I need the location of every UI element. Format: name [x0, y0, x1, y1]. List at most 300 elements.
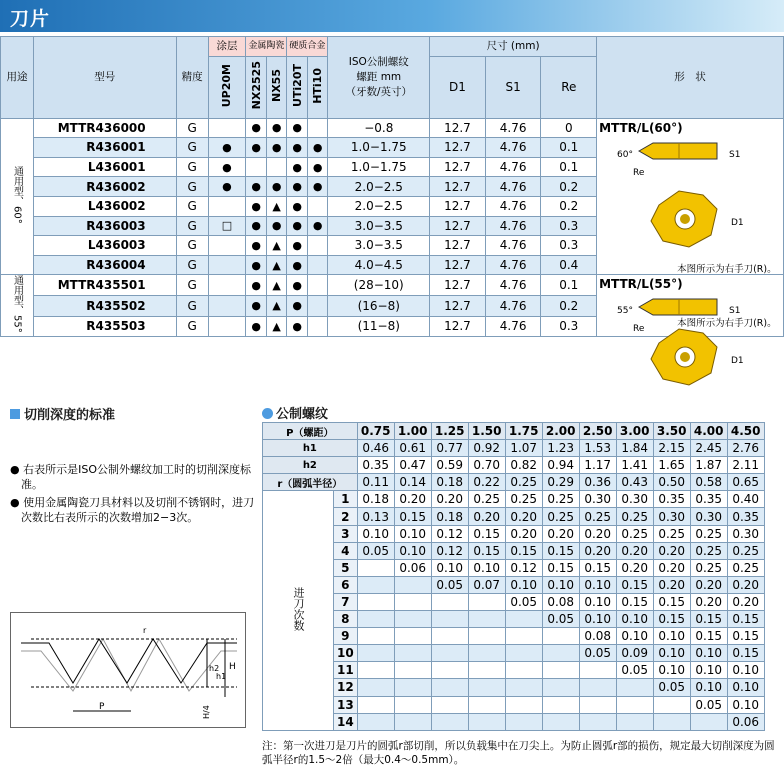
pitch-cell: 3.0−3.5: [328, 236, 430, 256]
pass-depth-value: [357, 576, 394, 593]
h1-value: 0.61: [394, 440, 431, 457]
pass-depth-value: [357, 679, 394, 696]
pitch-label: 螺距 mm: [356, 70, 402, 83]
grade-mark-cell: ●: [266, 118, 287, 138]
pass-depth-value: 0.05: [616, 662, 653, 679]
pass-depth-value: 0.10: [690, 645, 727, 662]
pass-depth-value: [616, 713, 653, 730]
h2-value: 0.82: [505, 457, 542, 474]
pitch-cell: 1.0−1.75: [328, 138, 430, 158]
footnote: 注：第一次进刀是刀片的圆弧r部切削，所以负载集中在刀尖上。为防止圆弧r部的损伤，规定最大切削深度为圆弧半径r的1.5～2倍（最大0.4～0.5mm）。: [262, 740, 775, 766]
re-cell: 0.1: [541, 138, 597, 158]
s1-cell: 4.76: [485, 255, 541, 275]
grade-mark-cell: ●: [287, 177, 308, 197]
grade-mark-cell: [307, 118, 328, 138]
page-title: 刀片: [10, 8, 51, 30]
grade-mark-cell: [208, 196, 246, 216]
h2-row: [263, 457, 765, 474]
pass-depth-value: [431, 611, 468, 628]
pass-depth-value: 0.20: [505, 525, 542, 542]
pass-depth-value: [357, 611, 394, 628]
pass-depth-value: 0.12: [505, 559, 542, 576]
pass-row: [263, 508, 765, 525]
pass-number: 8: [334, 611, 358, 628]
angle-label: 60°: [617, 149, 634, 160]
diagram-h2-label: h2: [209, 664, 220, 673]
pass-depth-value: 0.20: [542, 525, 579, 542]
pass-row: [263, 593, 765, 610]
grade-mark-cell: ●: [266, 138, 287, 158]
grade-mark-cell: [208, 316, 246, 337]
model-cell: L436002: [33, 196, 176, 216]
grade-mark-cell: ●: [287, 138, 308, 158]
pass-depth-value: [431, 713, 468, 730]
s1-cell: 4.76: [485, 236, 541, 256]
pass-depth-value: 0.30: [579, 491, 616, 508]
insert-spec-table: [0, 36, 784, 367]
grade-mark-cell: [208, 118, 246, 138]
pass-depth-value: 0.20: [653, 576, 690, 593]
r-value: 0.36: [579, 474, 616, 491]
pass-row: [263, 542, 765, 559]
pass-depth-value: 0.08: [542, 593, 579, 610]
r-row-label: r（圆弧半径）: [263, 474, 358, 491]
d1-label: D1: [731, 217, 744, 228]
grade-mark-cell: ▲: [266, 275, 287, 296]
h2-value: 0.47: [394, 457, 431, 474]
pass-depth-value: 0.18: [431, 508, 468, 525]
grade-mark-cell: ●: [246, 316, 267, 337]
d1-cell: 12.7: [430, 157, 486, 177]
precision-header: 精度: [176, 37, 208, 119]
diagram-h4-label: H/4: [202, 705, 211, 719]
pass-depth-value: [653, 713, 690, 730]
pass-depth-value: [394, 679, 431, 696]
precision-cell: G: [176, 177, 208, 197]
grade-mark-cell: ●: [287, 236, 308, 256]
pass-depth-value: 0.15: [690, 611, 727, 628]
r-value: 0.18: [431, 474, 468, 491]
pass-row: [263, 679, 765, 696]
pass-depth-value: 0.05: [542, 611, 579, 628]
model-cell: L436001: [33, 157, 176, 177]
h2-row-label: h2: [263, 457, 358, 474]
grade-mark-cell: [246, 157, 267, 177]
pass-depth-value: [357, 559, 394, 576]
pass-depth-value: 0.20: [653, 542, 690, 559]
thread-profile-diagram: [10, 612, 246, 728]
grade-mark-cell: [307, 316, 328, 337]
pass-depth-value: 0.15: [653, 611, 690, 628]
pass-depth-value: 0.35: [690, 491, 727, 508]
pass-depth-value: [431, 662, 468, 679]
d1-cell: 12.7: [430, 316, 486, 337]
pass-depth-value: 0.15: [653, 593, 690, 610]
pass-number: 4: [334, 542, 358, 559]
pitch-value: 1.75: [505, 423, 542, 440]
pass-depth-value: 0.10: [542, 576, 579, 593]
r-value: 0.50: [653, 474, 690, 491]
grade-mark-cell: [208, 275, 246, 296]
pass-row: [263, 611, 765, 628]
grade-mark-cell: ●: [307, 216, 328, 236]
metric-heading: 公制螺纹: [262, 403, 328, 422]
pass-depth-value: 0.20: [616, 542, 653, 559]
pass-depth-value: 0.35: [653, 491, 690, 508]
pass-depth-value: [505, 713, 542, 730]
pass-depth-value: 0.20: [727, 576, 764, 593]
grade-nx55: NX55: [266, 56, 287, 118]
pitch-cell: (28−10): [328, 275, 430, 296]
pass-depth-value: [542, 628, 579, 645]
pass-row: [263, 713, 765, 730]
h1-value: 2.76: [727, 440, 764, 457]
pass-depth-value: [505, 645, 542, 662]
pass-depth-value: 0.15: [616, 576, 653, 593]
pass-number: 1: [334, 491, 358, 508]
r-value: 0.29: [542, 474, 579, 491]
grade-mark-cell: ●: [208, 138, 246, 158]
pitch-value: 1.00: [394, 423, 431, 440]
model-cell: R436004: [33, 255, 176, 275]
pass-depth-value: 0.08: [579, 628, 616, 645]
h1-row: [263, 440, 765, 457]
grade-mark-cell: [307, 255, 328, 275]
pass-depth-value: 0.20: [690, 576, 727, 593]
grade-mark-cell: ●: [307, 157, 328, 177]
precision-cell: G: [176, 138, 208, 158]
pass-depth-value: 0.15: [727, 628, 764, 645]
pass-depth-value: [542, 679, 579, 696]
pass-depth-value: 0.05: [690, 696, 727, 713]
d1-cell: 12.7: [430, 138, 486, 158]
pass-depth-value: 0.10: [579, 611, 616, 628]
pass-depth-value: 0.10: [468, 559, 505, 576]
pass-depth-value: 0.15: [579, 559, 616, 576]
pass-depth-value: 0.15: [394, 508, 431, 525]
r-value: 0.22: [468, 474, 505, 491]
grade-mark-cell: ●: [266, 177, 287, 197]
d1-cell: 12.7: [430, 255, 486, 275]
grade-mark-cell: ●: [287, 196, 308, 216]
grade-nx2525: NX2525: [246, 56, 267, 118]
s1-cell: 4.76: [485, 118, 541, 138]
grade-mark-cell: [307, 275, 328, 296]
d1-cell: 12.7: [430, 236, 486, 256]
grade-mark-cell: ●: [246, 275, 267, 296]
pitch-value: 3.00: [616, 423, 653, 440]
pitch-row-label: P（螺距）: [263, 423, 358, 440]
iso-thread-header: [328, 37, 430, 119]
grade-mark-cell: ●: [246, 295, 267, 316]
pass-number: 5: [334, 559, 358, 576]
h1-value: 0.46: [357, 440, 394, 457]
title-bar: [0, 0, 784, 32]
pass-depth-value: [468, 696, 505, 713]
d1-header: D1: [430, 56, 486, 118]
pass-depth-value: 0.25: [690, 525, 727, 542]
pass-row: [263, 628, 765, 645]
pass-depth-value: 0.10: [579, 593, 616, 610]
grade-mark-cell: ●: [307, 138, 328, 158]
pass-number: 13: [334, 696, 358, 713]
grade-mark-cell: ▲: [266, 236, 287, 256]
r-value: 0.65: [727, 474, 764, 491]
pass-depth-value: 0.09: [616, 645, 653, 662]
d1-cell: 12.7: [430, 295, 486, 316]
pass-depth-value: 0.35: [727, 508, 764, 525]
pass-depth-value: 0.05: [579, 645, 616, 662]
pass-number: 12: [334, 679, 358, 696]
h2-value: 1.41: [616, 457, 653, 474]
cermet-group-header: 金属陶瓷: [246, 37, 287, 57]
dims-header: 尺寸 (mm): [430, 37, 597, 57]
re-cell: 0.1: [541, 275, 597, 296]
pass-depth-value: 0.15: [468, 542, 505, 559]
grade-mark-cell: ●: [287, 216, 308, 236]
diagram-p-label: P: [99, 702, 105, 712]
re-label: Re: [633, 324, 645, 335]
pass-depth-value: 0.10: [653, 645, 690, 662]
pass-depth-value: 0.20: [468, 508, 505, 525]
grade-mark-cell: □: [208, 216, 246, 236]
pass-depth-value: 0.25: [616, 508, 653, 525]
diagram-h-label: H: [229, 662, 236, 672]
h2-value: 1.87: [690, 457, 727, 474]
pass-depth-value: [394, 713, 431, 730]
pitch-cell: 2.0−2.5: [328, 177, 430, 197]
pass-depth-value: 0.10: [727, 696, 764, 713]
pitch-cell: 2.0−2.5: [328, 196, 430, 216]
shape-title: MTTR/L(60°): [599, 120, 683, 135]
pass-depth-value: [468, 611, 505, 628]
s1-cell: 4.76: [485, 275, 541, 296]
pass-depth-value: [468, 628, 505, 645]
h2-value: 0.70: [468, 457, 505, 474]
shape-cell: [597, 118, 784, 275]
h1-value: 0.77: [431, 440, 468, 457]
grade-mark-cell: ●: [287, 295, 308, 316]
pass-depth-value: [468, 679, 505, 696]
d1-cell: 12.7: [430, 118, 486, 138]
grade-mark-cell: ▲: [266, 196, 287, 216]
pass-depth-value: [357, 696, 394, 713]
precision-cell: G: [176, 157, 208, 177]
shape-title: MTTR/L(55°): [599, 277, 683, 292]
pass-depth-value: [468, 593, 505, 610]
model-cell: MTTR435501: [33, 275, 176, 296]
precision-cell: G: [176, 316, 208, 337]
model-cell: MTTR436000: [33, 118, 176, 138]
pass-depth-value: 0.20: [616, 559, 653, 576]
pass-depth-value: [579, 713, 616, 730]
spec-row: [1, 118, 784, 138]
re-header: Re: [541, 56, 597, 118]
pass-depth-value: 0.20: [579, 542, 616, 559]
pass-depth-value: 0.15: [542, 559, 579, 576]
pass-depth-value: 0.40: [727, 491, 764, 508]
h1-value: 0.92: [468, 440, 505, 457]
usage-header: 用途: [1, 37, 34, 119]
pass-depth-value: [357, 593, 394, 610]
grade-mark-cell: ▲: [266, 255, 287, 275]
pass-depth-value: [431, 628, 468, 645]
shape-header: 形 状: [597, 37, 784, 119]
s1-cell: 4.76: [485, 295, 541, 316]
coating-group-header: 涂层: [208, 37, 246, 57]
h1-value: 2.15: [653, 440, 690, 457]
grade-mark-cell: ●: [208, 177, 246, 197]
pitch-cell: 1.0−1.75: [328, 157, 430, 177]
pass-depth-value: 0.05: [653, 679, 690, 696]
pitch-value: 2.00: [542, 423, 579, 440]
iso-thread-title: ISO公制螺纹: [348, 55, 409, 68]
pass-row: [263, 525, 765, 542]
grade-mark-cell: [208, 295, 246, 316]
insert-drawing: [599, 137, 783, 268]
pass-depth-value: [431, 679, 468, 696]
pass-depth-value: [357, 645, 394, 662]
s1-header: S1: [485, 56, 541, 118]
grade-mark-cell: ●: [266, 216, 287, 236]
re-cell: 0.1: [541, 157, 597, 177]
pass-depth-value: [357, 713, 394, 730]
shape-note: 本图所示为右手刀(R)。: [677, 264, 777, 276]
depth-note-2: ● 使用金属陶瓷刀具材料以及切削不锈钢时，进刀次数比右表所示的次数增加2−3次。: [10, 496, 255, 524]
pitch-cell: (11−8): [328, 316, 430, 337]
pass-depth-value: 0.20: [653, 559, 690, 576]
pass-depth-value: 0.10: [394, 525, 431, 542]
pass-depth-value: 0.12: [431, 525, 468, 542]
pass-depth-value: 0.07: [468, 576, 505, 593]
angle-label: 55°: [617, 306, 634, 317]
pass-depth-value: 0.25: [690, 542, 727, 559]
pass-depth-value: [505, 611, 542, 628]
pass-depth-value: [579, 662, 616, 679]
pass-number: 9: [334, 628, 358, 645]
pass-depth-value: [653, 696, 690, 713]
spec-row: [1, 275, 784, 296]
pass-number: 2: [334, 508, 358, 525]
pitch-row: [263, 423, 765, 440]
pass-depth-value: [468, 662, 505, 679]
grade-mark-cell: ●: [287, 255, 308, 275]
r-row: [263, 474, 765, 491]
pass-depth-value: 0.20: [690, 593, 727, 610]
grade-mark-cell: ●: [307, 177, 328, 197]
pitch-value: 3.50: [653, 423, 690, 440]
s1-cell: 4.76: [485, 157, 541, 177]
pass-depth-value: [468, 645, 505, 662]
pass-row: [263, 696, 765, 713]
pass-depth-value: 0.25: [727, 542, 764, 559]
passes-label: 进刀次数: [263, 491, 334, 730]
model-cell: R435503: [33, 316, 176, 337]
d1-cell: 12.7: [430, 196, 486, 216]
pass-depth-value: [468, 713, 505, 730]
grade-mark-cell: [208, 255, 246, 275]
pitch-value: 1.25: [431, 423, 468, 440]
pitch-value: 0.75: [357, 423, 394, 440]
pass-depth-value: [616, 679, 653, 696]
pass-depth-value: 0.15: [690, 628, 727, 645]
pass-row: [263, 576, 765, 593]
pass-depth-value: 0.30: [727, 525, 764, 542]
pass-depth-value: 0.15: [468, 525, 505, 542]
pass-row: [263, 662, 765, 679]
pass-depth-value: 0.20: [727, 593, 764, 610]
pitch-value: 4.50: [727, 423, 764, 440]
pass-depth-value: 0.15: [505, 542, 542, 559]
pass-depth-value: [505, 628, 542, 645]
precision-cell: G: [176, 118, 208, 138]
pass-depth-value: [394, 576, 431, 593]
pass-depth-value: 0.25: [468, 491, 505, 508]
pass-depth-value: 0.30: [616, 491, 653, 508]
h2-value: 0.59: [431, 457, 468, 474]
pass-depth-value: [357, 628, 394, 645]
r-value: 0.43: [616, 474, 653, 491]
pitch-cell: −0.8: [328, 118, 430, 138]
model-cell: R436003: [33, 216, 176, 236]
model-cell: R436002: [33, 177, 176, 197]
pass-number: 7: [334, 593, 358, 610]
pass-depth-value: 0.10: [431, 559, 468, 576]
re-cell: 0: [541, 118, 597, 138]
pitch-value: 4.00: [690, 423, 727, 440]
pass-depth-value: 0.25: [579, 508, 616, 525]
pass-depth-value: 0.05: [431, 576, 468, 593]
usage-cell: 通用型、55°: [1, 275, 34, 337]
s1-cell: 4.76: [485, 196, 541, 216]
pass-depth-value: [579, 679, 616, 696]
s1-cell: 4.76: [485, 216, 541, 236]
pitch-cell: 3.0−3.5: [328, 216, 430, 236]
model-cell: L436003: [33, 236, 176, 256]
pitch-unit: （牙数/英寸）: [345, 85, 413, 98]
r-value: 0.58: [690, 474, 727, 491]
grade-mark-cell: ▲: [266, 295, 287, 316]
pass-depth-value: 0.06: [727, 713, 764, 730]
pass-depth-value: 0.18: [357, 491, 394, 508]
pass-depth-value: [542, 713, 579, 730]
grade-mark-cell: ●: [287, 118, 308, 138]
grade-mark-cell: ●: [246, 196, 267, 216]
h2-value: 2.11: [727, 457, 764, 474]
pass-depth-value: 0.25: [690, 559, 727, 576]
precision-cell: G: [176, 196, 208, 216]
pass-depth-value: 0.30: [690, 508, 727, 525]
re-cell: 0.2: [541, 295, 597, 316]
pass-depth-value: [542, 696, 579, 713]
pitch-cell: 4.0−4.5: [328, 255, 430, 275]
pass-depth-value: [431, 696, 468, 713]
h1-value: 1.53: [579, 440, 616, 457]
grade-mark-cell: [307, 236, 328, 256]
pass-depth-value: 0.15: [727, 645, 764, 662]
re-cell: 0.2: [541, 196, 597, 216]
re-label: Re: [633, 167, 645, 178]
depth-notes: [10, 462, 265, 528]
precision-cell: G: [176, 275, 208, 296]
pass-depth-value: [394, 662, 431, 679]
shape-note: 本图所示为右手刀(R)。: [677, 318, 777, 330]
pass-depth-value: 0.10: [690, 679, 727, 696]
pass-depth-value: 0.25: [653, 525, 690, 542]
pass-row: [263, 645, 765, 662]
pass-depth-value: [505, 662, 542, 679]
pass-depth-value: [431, 645, 468, 662]
